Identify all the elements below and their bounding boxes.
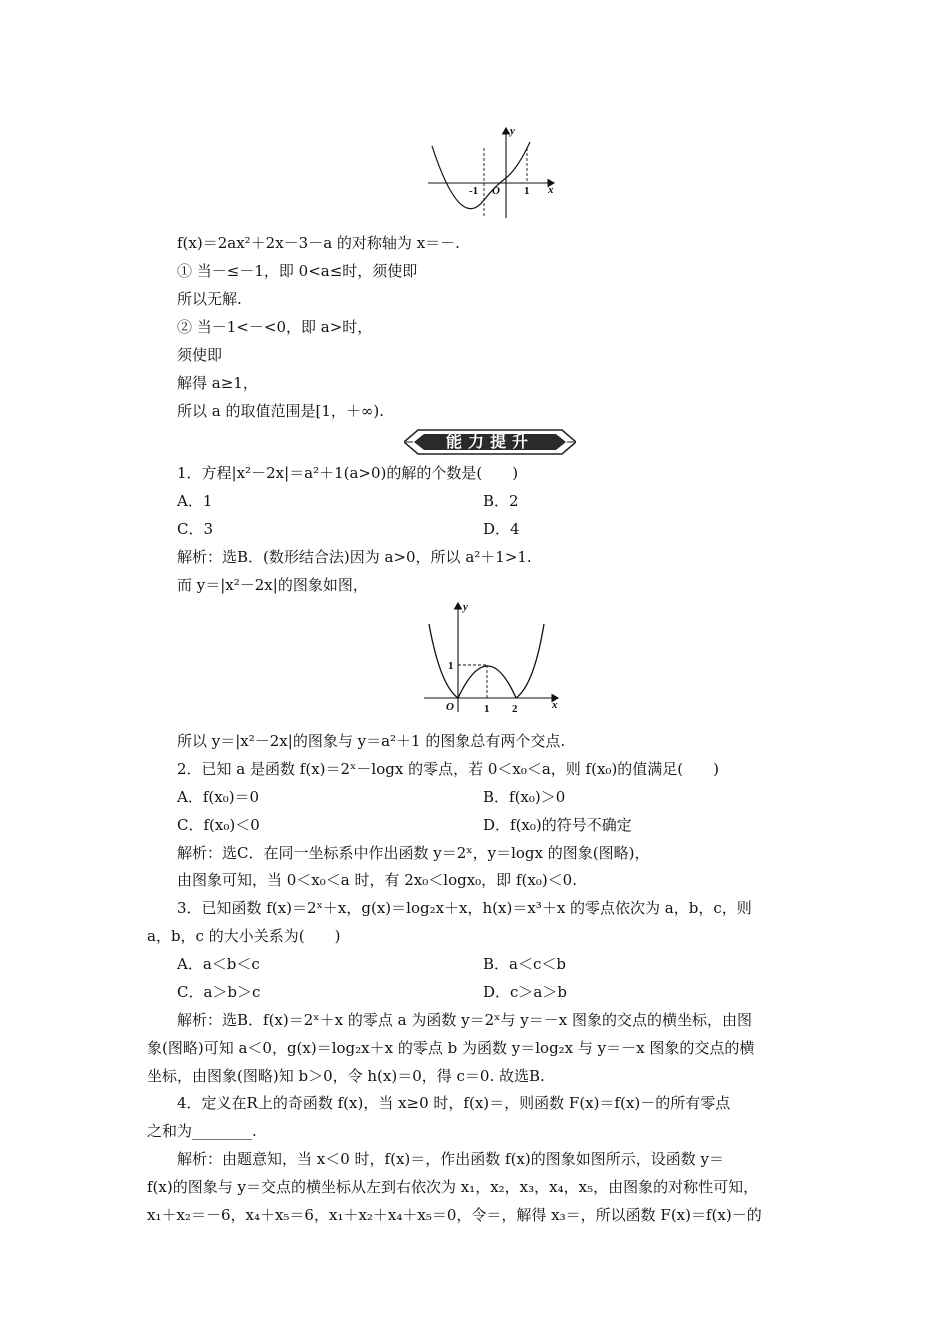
- option-d: D．4: [483, 520, 520, 538]
- option-b: B．f(x₀)＞0: [483, 788, 566, 806]
- tick-label-1: 1: [524, 185, 530, 197]
- option-b: B．2: [483, 492, 519, 510]
- solution-line: 象(图略)可知 a＜0，g(x)＝log₂x＋x 的零点 b 为函数 y＝log₂x 与 y＝－x 图象的交点的横: [147, 1039, 755, 1057]
- question-4-stem: 4．定义在R上的奇函数 f(x)，当 x≥0 时，f(x)＝，则函数 F(x)＝f(x)－的所有零点: [177, 1094, 731, 1112]
- curve-right-branch: [516, 624, 544, 698]
- text-line: f(x)＝2ax²＋2x－3－a 的对称轴为 x＝－.: [177, 234, 460, 252]
- figure-abs-quadratic: [416, 600, 566, 718]
- question-1-stem: 1．方程|x²－2x|＝a²＋1(a>0)的解的个数是( ): [177, 464, 519, 482]
- text-line: 须使即: [177, 346, 223, 364]
- parabola-curve: [432, 142, 530, 209]
- option-a: A．f(x₀)＝0: [177, 788, 260, 806]
- option-c: C．a＞b＞c: [177, 983, 261, 1001]
- y-axis-label: y: [463, 601, 468, 613]
- option-d: D．f(x₀)的符号不确定: [483, 816, 632, 834]
- solution-line: 由图象可知，当 0＜x₀＜a 时，有 2x₀＜logx₀，即 f(x₀)＜0.: [177, 871, 577, 889]
- question-3-stem: 3．已知函数 f(x)＝2ˣ＋x，g(x)＝log₂x＋x，h(x)＝x³＋x 的零点依次为 a，b，c，则: [177, 899, 752, 917]
- figure-parabola-symmetry: [420, 122, 570, 222]
- solution-line: 解析：选B．f(x)＝2ˣ＋x 的零点 a 为函数 y＝2ˣ与 y＝－x 图象的交点的横坐标，由图: [177, 1011, 752, 1029]
- text-line: 所以无解.: [177, 290, 242, 308]
- solution-line: 解析：选C．在同一坐标系中作出函数 y＝2ˣ，y＝logx 的图象(图略)，: [177, 844, 650, 862]
- origin-label: O: [446, 701, 454, 713]
- section-banner: [404, 428, 576, 456]
- solution-line: 解析：选B．(数形结合法)因为 a>0，所以 a²＋1>1.: [177, 548, 532, 566]
- text-line: 所以 a 的取值范围是[1，＋∞).: [177, 402, 384, 420]
- tick-label-neg1: -1: [469, 185, 479, 197]
- question-2-stem: 2．已知 a 是函数 f(x)＝2ˣ－logx 的零点，若 0＜x₀＜a，则 f(x₀)的值满足( ): [177, 760, 719, 778]
- curve-left-branch: [429, 624, 458, 698]
- text-line: ② 当－1<－<0，即 a>时，: [177, 318, 373, 336]
- solution-line: 所以 y＝|x²－2x|的图象与 y＝a²＋1 的图象总有两个交点.: [177, 732, 566, 750]
- tick-label-x1: 1: [484, 703, 490, 715]
- option-a: A．a＜b＜c: [177, 955, 260, 973]
- tick-label-y1: 1: [448, 660, 454, 672]
- option-b: B．a＜c＜b: [483, 955, 566, 973]
- option-d: D．c＞a＞b: [483, 983, 567, 1001]
- section-title: 能力提升: [445, 432, 534, 451]
- solution-line: 而 y＝|x²－2x|的图象如图，: [177, 576, 368, 594]
- question-3-stem-cont: a，b，c 的大小关系为( ): [147, 927, 341, 945]
- tick-label-x2: 2: [512, 703, 518, 715]
- x-axis-label: x: [548, 184, 554, 196]
- option-c: C．f(x₀)＜0: [177, 816, 260, 834]
- question-4-stem-cont: 之和为________.: [147, 1122, 257, 1140]
- text-line: ① 当－≤－1，即 0<a≤时，须使即: [177, 262, 418, 280]
- solution-line: x₁＋x₂＝－6，x₄＋x₅＝6，x₁＋x₂＋x₄＋x₅＝0，令＝，解得 x₃＝，所以函数 F(x)＝f(x)－的: [147, 1206, 762, 1224]
- y-axis-label: y: [510, 125, 515, 137]
- solution-line: f(x)的图象与 y＝交点的横坐标从左到右依次为 x₁，x₂，x₃，x₄，x₅，由图象的对称性可知，: [147, 1178, 759, 1196]
- x-axis-label: x: [552, 699, 558, 711]
- origin-label: O: [492, 185, 500, 197]
- solution-line: 坐标，由图象(图略)知 b＞0，令 h(x)＝0，得 c＝0. 故选B.: [147, 1067, 545, 1085]
- text-line: 解得 a≥1，: [177, 374, 258, 392]
- option-c: C．3: [177, 520, 214, 538]
- option-a: A．1: [177, 492, 213, 510]
- solution-line: 解析：由题意知，当 x＜0 时，f(x)＝，作出函数 f(x)的图象如图所示，设函数 y＝: [177, 1150, 724, 1168]
